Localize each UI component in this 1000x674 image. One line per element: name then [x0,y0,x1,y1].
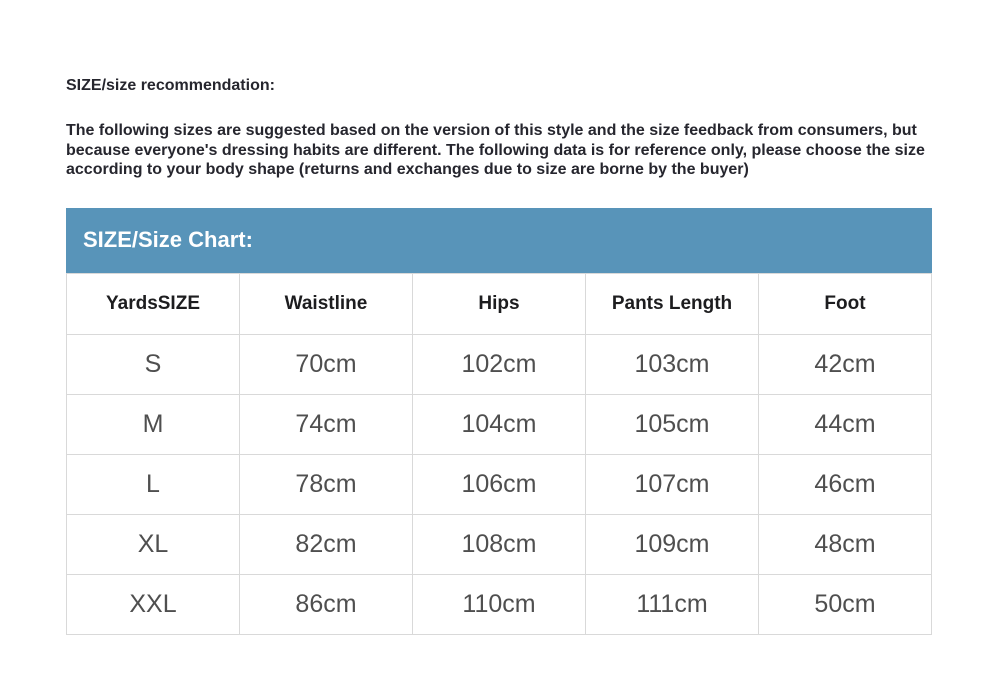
pants-length-cell: 105cm [586,394,759,454]
hips-cell: 102cm [413,334,586,394]
waistline-cell: 82cm [240,514,413,574]
pants-length-cell: 111cm [586,574,759,634]
size-chart-table [66,273,932,635]
foot-cell: 50cm [759,574,932,634]
size-chart-title-bar [66,208,932,273]
size-chart-title: SIZE/Size Chart: [83,227,253,252]
size-label-cell: S [67,334,240,394]
hips-cell: 104cm [413,394,586,454]
waistline-cell: 74cm [240,394,413,454]
size-disclaimer-text: The following sizes are suggested based on the version of this style and the size feedback from consumers, but because everyone's dressing habits are different. The following data is for reference only, please choose the size according to your body shape (returns and exchanges due to size are borne by the buyer) [66,122,925,178]
waistline-cell: 78cm [240,454,413,514]
size-label-cell: XXL [67,574,240,634]
table-row-l [67,454,932,514]
pants-length-cell: 109cm [586,514,759,574]
size-label-cell: XL [67,514,240,574]
pants-length-cell: 107cm [586,454,759,514]
foot-cell: 46cm [759,454,932,514]
hips-cell: 108cm [413,514,586,574]
size-chart-header-row [67,273,932,334]
foot-cell: 44cm [759,394,932,454]
waistline-cell: 70cm [240,334,413,394]
pants-length-cell: 103cm [586,334,759,394]
column-header-foot: Foot [759,273,932,334]
size-label-cell: M [67,394,240,454]
table-row-s [67,334,932,394]
waistline-cell: 86cm [240,574,413,634]
content-area [66,0,958,635]
column-header-pants-length: Pants Length [586,273,759,334]
size-label-cell: L [67,454,240,514]
foot-cell: 48cm [759,514,932,574]
size-recommendation-heading: SIZE/size recommendation: [66,77,275,94]
foot-cell: 42cm [759,334,932,394]
column-header-waistline: Waistline [240,273,413,334]
column-header-hips: Hips [413,273,586,334]
hips-cell: 110cm [413,574,586,634]
table-row-xxl [67,574,932,634]
table-row-xl [67,514,932,574]
hips-cell: 106cm [413,454,586,514]
column-header-yards-size: YardsSIZE [67,273,240,334]
table-row-m [67,394,932,454]
